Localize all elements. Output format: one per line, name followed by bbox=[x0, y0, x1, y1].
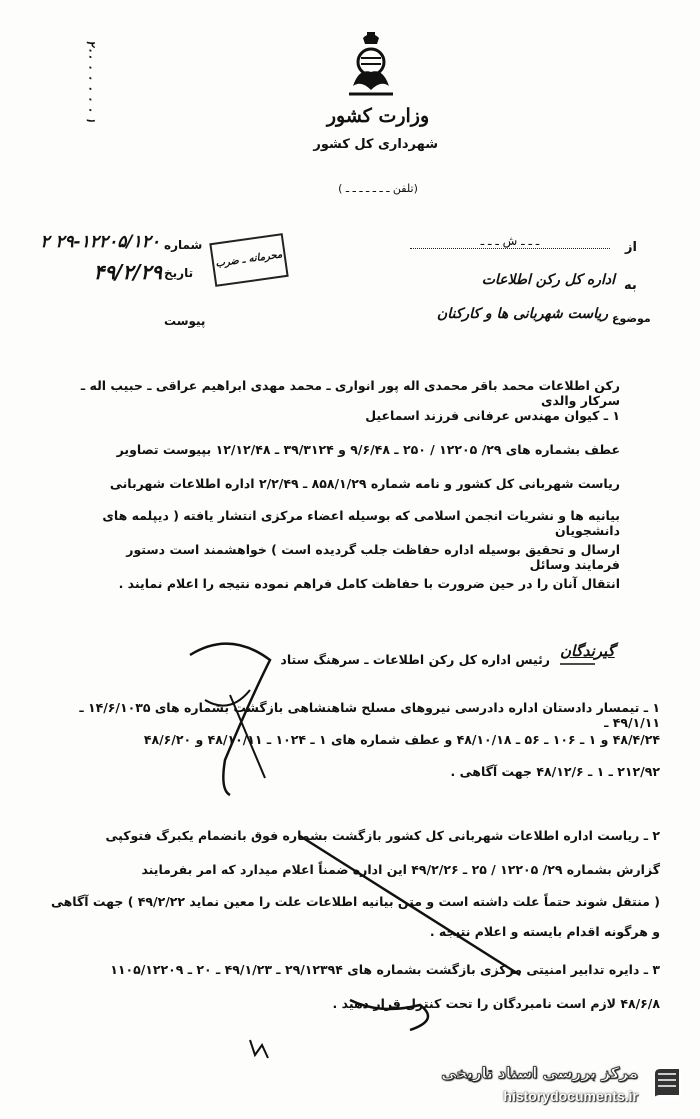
stamp-text: محرمانه ـ ضرب bbox=[214, 249, 283, 270]
number-value: ۲۹-۱۲۲۰۵/۱۲۰ ۲ bbox=[40, 232, 160, 252]
body-line: رکن اطلاعات محمد باقر محمدی اله پور انواری ـ محمد مهدی ابراهیم عراقی ـ حبیب اله ـ سرکار والدی bbox=[80, 378, 620, 408]
subject-value: ریاست شهربانی ها و کارکنان bbox=[436, 306, 608, 322]
recipient-line: ۱ ـ تیمسار دادستان اداره دادرسی نیروهای مسلح شاهنشاهی بازگشت بشماره های ۱۴/۶/۱۰۳۵ ـ ۴۹/۱/۱۱ ـ bbox=[79, 700, 660, 730]
recipient-line: ۳ ـ دایره تدابیر امنیتی مرکزی بازگشت بشماره های ۲۹/۱۲۳۹۴ ـ ۴۹/۱/۲۳ ـ ۲۰ ـ ۱۱۰۵/۱۲۲۰۹ bbox=[110, 962, 660, 977]
stamp-box bbox=[209, 233, 288, 287]
body-line: انتقال آنان را در حین ضرورت با حفاظت کامل فراهم نموده نتیجه را اعلام نمایند . bbox=[118, 576, 620, 591]
recipient-line: ۴۸/۴/۲۴ و ۱ ـ ۱۰۶ ـ ۵۶ ـ ۴۸/۱۰/۱۸ و عطف شماره های ۱ ـ ۱۰۲۴ ـ ۴۸/۱۰/۱۱ و ۴۸/۶/۲۰ bbox=[143, 732, 660, 747]
recipient-line: و هرگونه اقدام بایسته و اعلام نتیجه . bbox=[429, 924, 660, 939]
from-value: ـ ـ ـ ش ـ ـ ـ bbox=[410, 234, 610, 249]
body-line: ۱ ـ کیوان مهندس عرفانی فرزند اسماعیل bbox=[365, 408, 620, 423]
from-label: از bbox=[625, 240, 637, 255]
watermark-org: مرکز بررسی اسناد تاریخی bbox=[441, 1064, 638, 1082]
watermark-logo-icon bbox=[644, 1062, 690, 1108]
recipient-line: گزارش بشماره ۲۹/ ۱۲۲۰۵ / ۲۵ ـ ۴۹/۲/۲۶ این اداره ضمناً اعلام میدارد که امر بفرمایند bbox=[141, 862, 660, 877]
body-line: بیانیه ها و نشریات انجمن اسلامی که بوسیله اعضاء مرکزی انتشار یافته ( دیپلمه های دانشجویان bbox=[102, 508, 620, 538]
body-line: عطف بشماره های ۲۹/ ۱۲۲۰۵ / ۲۵۰ ـ ۹/۶/۴۸ و ۳۹/۳۱۲۴ ـ ۱۲/۱۲/۴۸ بپیوست تصاویر bbox=[116, 442, 620, 457]
lion-sun-emblem bbox=[341, 28, 401, 100]
to-value: اداره کل رکن اطلاعات bbox=[481, 272, 615, 288]
watermark bbox=[420, 1060, 690, 1112]
margin-marks: ۲۰۰ ۰ ۰ ۰ ۰ ۰ ۱ bbox=[84, 40, 98, 124]
recipients-title: گیرندگان bbox=[560, 642, 615, 660]
ministry-title: وزارت کشور bbox=[326, 105, 430, 127]
date-label: تاریخ bbox=[164, 266, 194, 280]
body-line: ریاست شهربانی کل کشور و نامه شماره ۸۵۸/۱/۲۹ ـ ۲/۲/۴۹ اداره اطلاعات شهربانی bbox=[109, 476, 620, 491]
recipient-line: ۲۱۲/۹۲ ـ ۱ ـ ۴۸/۱۲/۶ جهت آگاهی . bbox=[450, 764, 660, 779]
department-title: شهرداری کل کشور bbox=[313, 137, 438, 152]
to-label: به bbox=[624, 278, 637, 293]
recipient-line: ۲ ـ ریاست اداره اطلاعات شهربانی کل کشور بازگشت بشماره فوق بانضمام یکبرگ فتوکپی bbox=[105, 828, 660, 843]
recipient-line: ( منتقل شوند حتماً علت داشته است و متن بیانیه اطلاعات علت را معین نماید ۴۹/۲/۲۲ ) جهت آگاهی bbox=[50, 894, 660, 909]
emblem-icon bbox=[341, 28, 401, 100]
attachment-label: پیوست bbox=[164, 314, 206, 328]
signature-line: رئیس اداره کل رکن اطلاعات ـ سرهنگ ستاد bbox=[280, 652, 550, 667]
subject-label: موضوع bbox=[612, 312, 651, 325]
number-label: شماره bbox=[164, 238, 203, 252]
date-value: ۴۹/۲/۲۹ bbox=[93, 260, 162, 284]
phone-label: (تلفن ـ ـ ـ ـ ـ ـ ـ ) bbox=[338, 182, 418, 195]
watermark-site: historydocuments.ir bbox=[503, 1088, 638, 1104]
body-line: ارسال و تحقیق بوسیله اداره حفاظت جلب گردیده است ) خواهشمند است دستور فرمایند وسائل bbox=[126, 542, 620, 572]
recipient-line: ۴۸/۶/۸ لازم است نامبردگان را تحت کنترل قرار دهید . bbox=[332, 996, 660, 1011]
